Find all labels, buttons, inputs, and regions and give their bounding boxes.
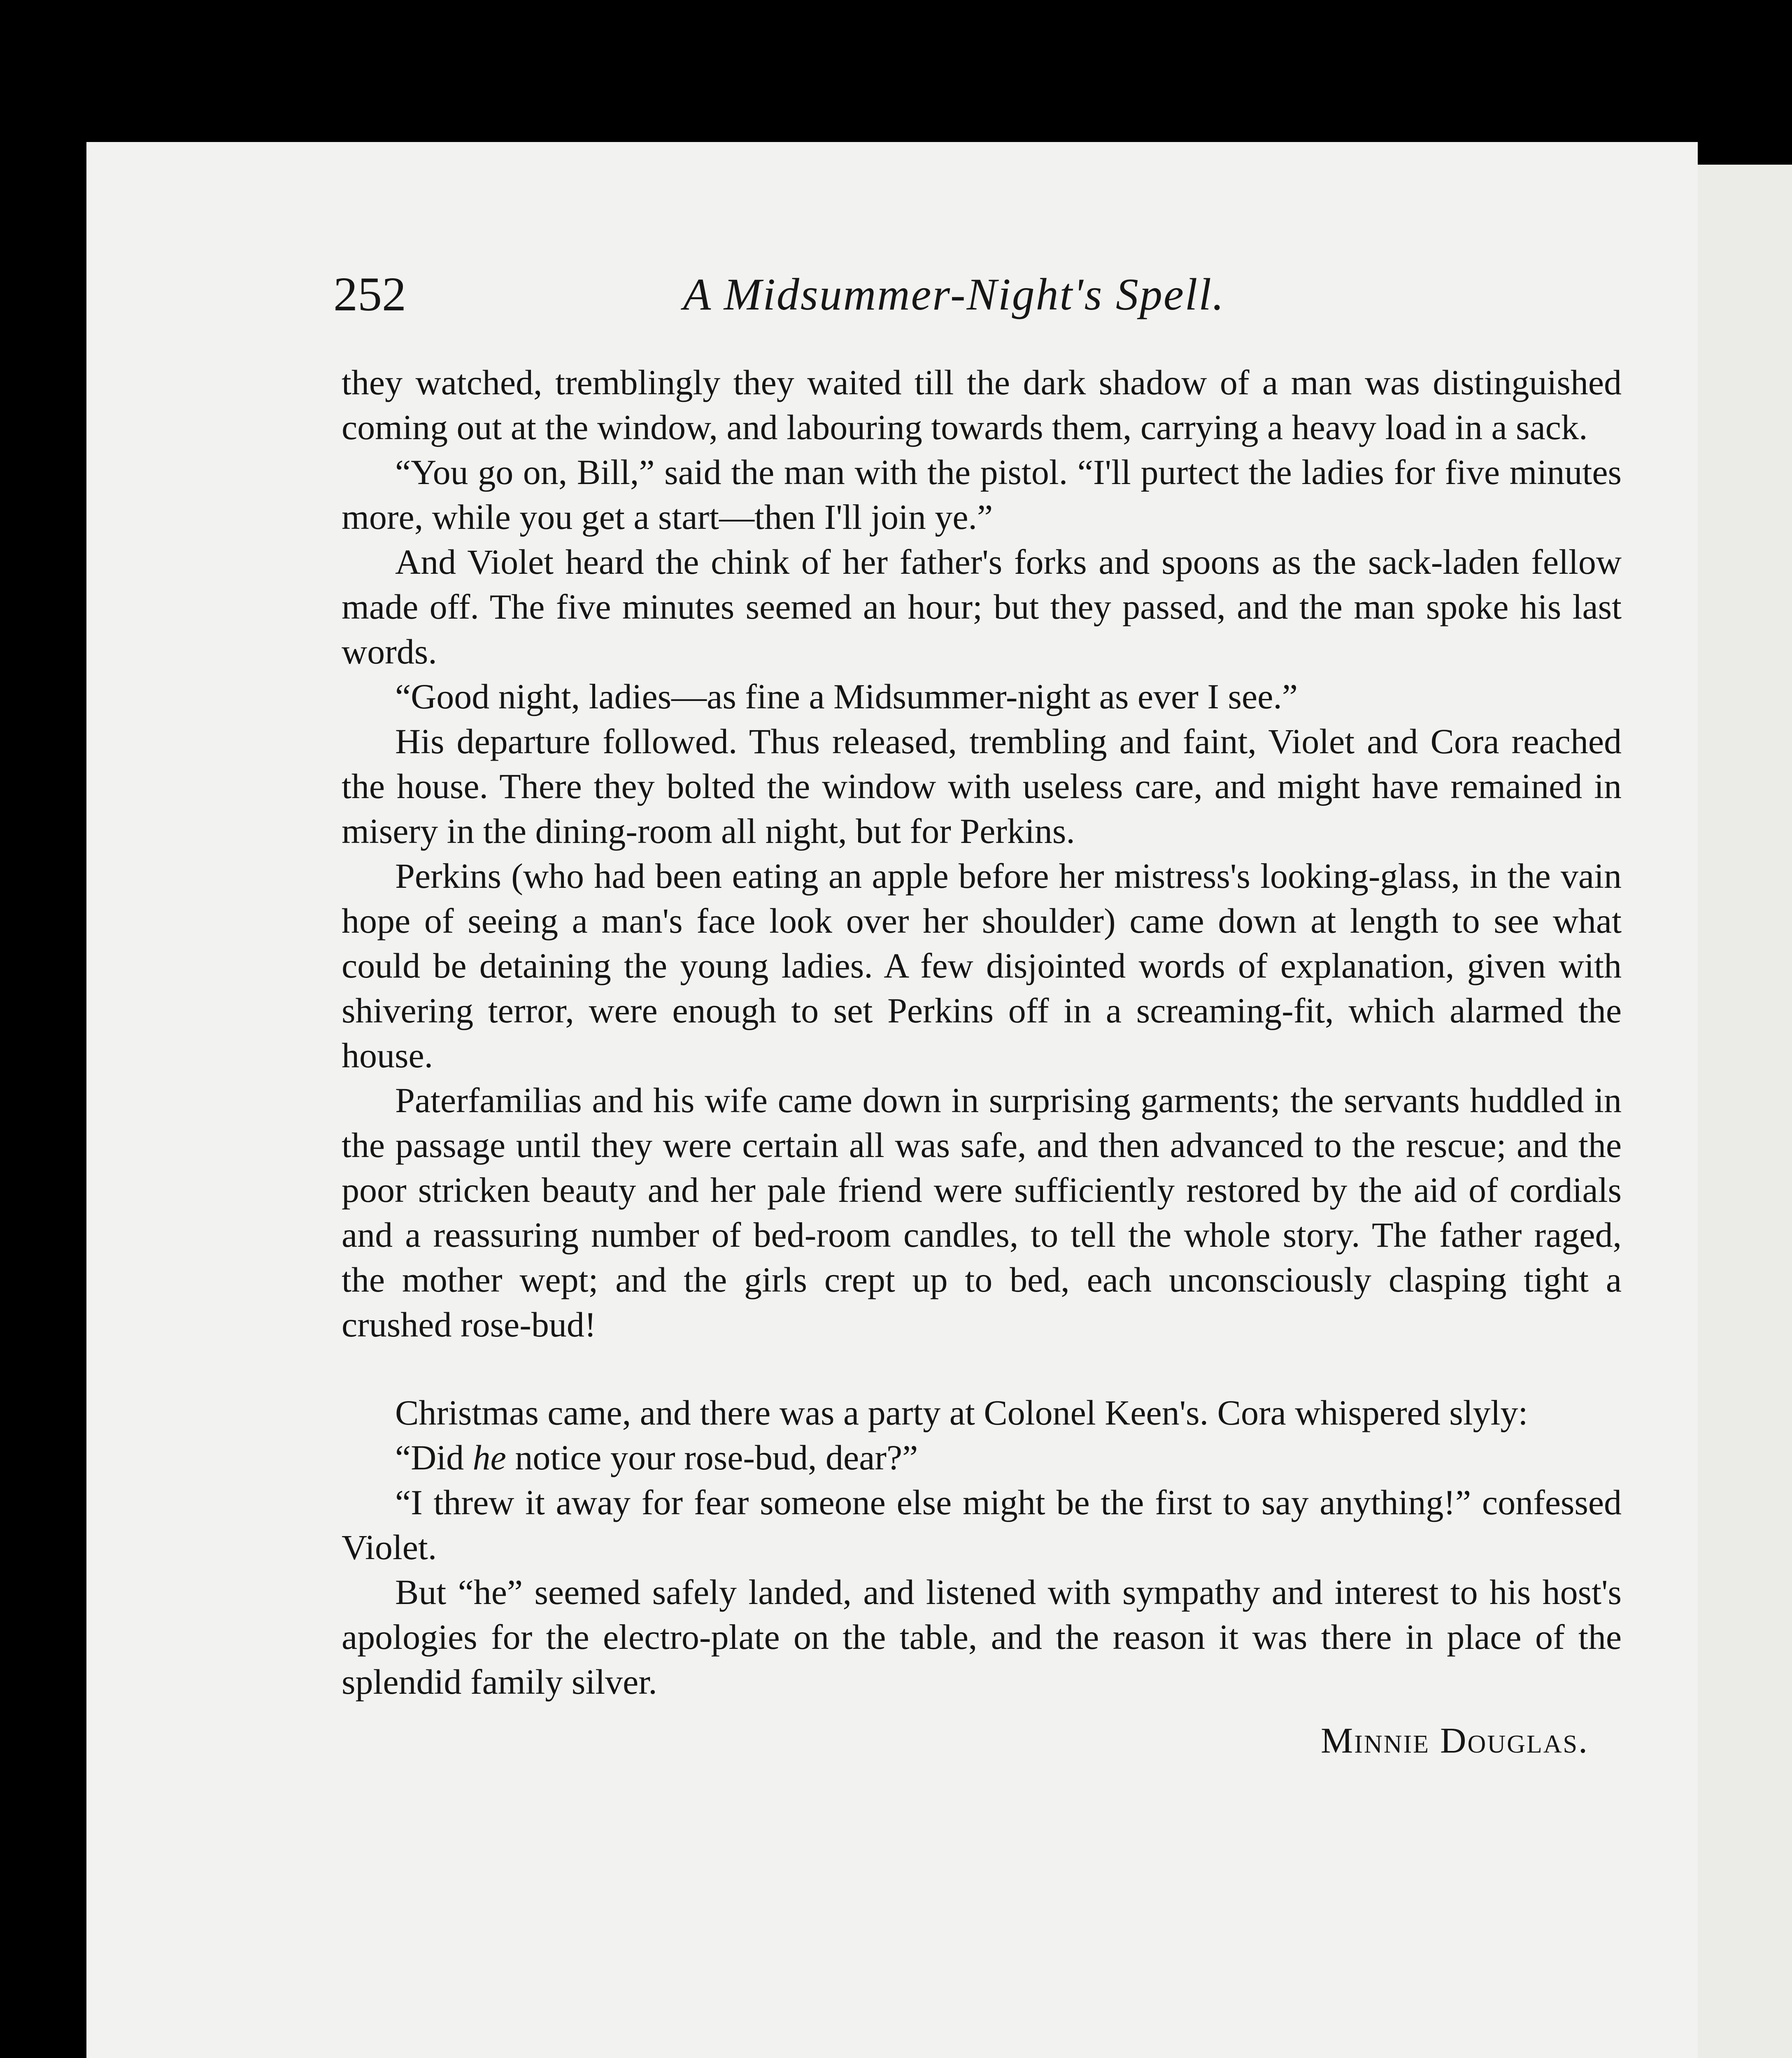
running-title: A Midsummer-Night's Spell. bbox=[683, 269, 1225, 319]
author-signature: Minnie Douglas. bbox=[1321, 1721, 1589, 1761]
paragraph: And Violet heard the chink of her father's forks and spoons as the sack-laden fellow made off. The five minutes seemed an hour; but they passed, and the man spoke his last words. bbox=[342, 542, 1622, 671]
paragraph: But “he” seemed safely landed, and listened with sympathy and interest to his host's apologies for the electro-plate on the table, and the reason it was there in place of the splendid family silver. bbox=[342, 1572, 1622, 1702]
paragraph: they watched, tremblingly they waited till the dark shadow of a man was distinguished coming out at the window, and labouring towards them, carrying a heavy load in a sack. bbox=[342, 363, 1622, 447]
paragraph: “Good night, ladies—as fine a Midsummer-night as ever I see.” bbox=[395, 677, 1298, 716]
book-page bbox=[86, 142, 1698, 2058]
emphasis-text: he bbox=[472, 1438, 506, 1477]
paragraph-dialogue bbox=[342, 1435, 1622, 1480]
dialogue-text: notice your rose-bud, dear?” bbox=[506, 1438, 918, 1477]
paragraph: “I threw it away for fear someone else might be the first to say anything!” confessed Violet. bbox=[342, 1483, 1622, 1567]
body-text bbox=[342, 360, 1622, 1763]
paragraph: Christmas came, and there was a party at Colonel Keen's. Cora whispered slyly: bbox=[395, 1393, 1528, 1432]
dialogue-text: “Did bbox=[395, 1438, 473, 1477]
section-break bbox=[342, 1347, 1622, 1390]
facing-page-edge bbox=[1698, 165, 1792, 2058]
paragraph: Paterfamilias and his wife came down in surprising garments; the servants huddled in the passage until they were certain all was safe, and then advanced to the rescue; and the poor stricken beauty and her pale friend were sufficiently restored by the aid of cordials and a reassuring number of bed-room candles, to tell the whole story. The father raged, the mother wept; and the girls crept up to bed, each unconsciously clasping tight a crushed rose-bud! bbox=[342, 1080, 1622, 1344]
running-head bbox=[86, 261, 1698, 327]
paragraph: “You go on, Bill,” said the man with the pistol. “I'll purtect the ladies for five minutes more, while you get a start—then I'll join ye.” bbox=[342, 452, 1622, 537]
page-number: 252 bbox=[333, 267, 406, 321]
paragraph: Perkins (who had been eating an apple before her mistress's looking-glass, in the vain hope of seeing a man's face look over her shoulder) came down at length to see what could be detaining the young ladies. A few disjointed words of explanation, given with shivering terror, were enough to set Perkins off in a screaming-fit, which alarmed the house. bbox=[342, 856, 1622, 1075]
paragraph: His departure followed. Thus released, trembling and faint, Violet and Cora reached the house. There they bolted the window with useless care, and might have remained in misery in the dining-room all night, but for Perkins. bbox=[342, 722, 1622, 851]
